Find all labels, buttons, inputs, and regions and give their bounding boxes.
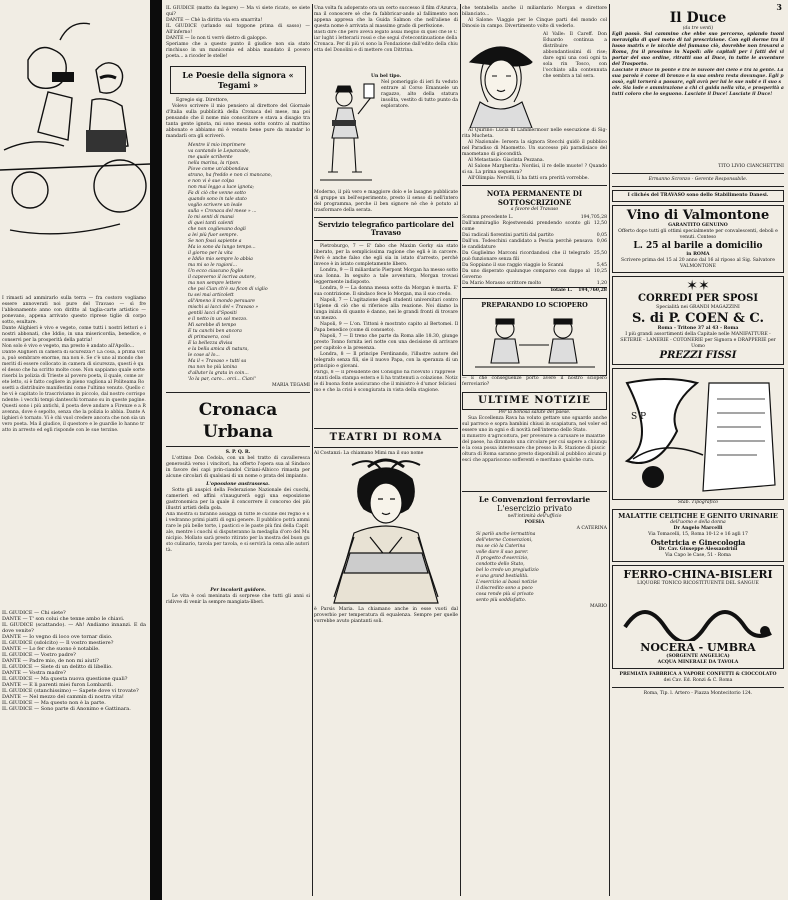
verse: gentili lacci d'Spositi xyxy=(188,311,237,316)
verse: non mai leggo a luce ignota; xyxy=(188,185,255,190)
dialogue-line: IL GIUDICE — Ma questa nuova questione quali? xyxy=(2,676,128,682)
vino-body: Offerto dopo tutti gli ottimi specialmente per convalescenti, deboli e venuti. Conteso xyxy=(618,229,778,240)
verse: di primavera, così xyxy=(188,335,230,340)
column-3: che tentabella anche il miliardario Morgan e direttore bilanciato... Al Salone: Viaggio per le Cinque parti del mondo col Dinosio in campo. Divertimento volto di vederlo. Al Valle: Il Careff. Don Eduardo continua a distribuire abbondantissimi di rise; dare ogni una così ogni ta sola rin Tosco, con l'occhiato alla contennuta che sembra a tal sera. Al Quirino: Lucia di Lammermoor nelle esecuzione di Sig-rita Mucheta. Al Nazionale: Iersera la signora Stecchi guidò il pubblico nel Paradiso di Maometto. Un successo più paradisiaco del maometano di giocondità. Al Metastasio: Giacinta Pezzana. Al Salone Margherita: Nordisi, il re delle muote! ? Quando si sa. La prima sequenza? All'Olimpia: Nervilli, li ha fatti ora prerità vorrebbe. NOTA PERMANENTE DI SOTTOSCRIZIONE a favore del Travaso Somma precedente L. 194,705,28 Dall'ammiraglio Rojestwenski prendendo sconto gli come 12,50 Dai radicali fiorentini partiti dal partito 0,05 Dall'on. Todeschini candidato a Pescia perchè pensava le candidature 0,06 Da Guglielmo Marconi ricordandosi che il telegrafo può funzionare senza fili 25,50 Da Soppiano il suo raggio viaggio lo Scanni 5,45 Da uno disperato qualunque comparso con dappo al Governo 10,25 Da Mario Morasso scrittore molto 1,20 Totale L. 194,760,28 PREPARANDO LO SCIOPERO — E che conseguenze portò avere il nostro sciopero ferroviario? ULTIME NOTIZIE Per la bonosa salute del paese. Sua Eccellenza Rava ha voluto gettare uno sguardo anche sul parroco e sopra bambini chiusi in scapiatura, nel voler ed essere uno in ogni e di novità nell'interno dello Stato. Il ministro d'agricoltura, per prevenire a carusare le malattie del paese, ha diramato una circolare per cui sapere a chiunque la cosa possa interessare che presso la R. Stazione di piscicoltura di Roma saranno presto disponibili al pubblico alcuni pesci che appariscono sofferenti e meritano qualche cura. Le Convenzioni ferroviarie L'esercizio privato nell'intimità dell'ufficio POESIA A CATERINA Si parlò anche lermattina dell'eterne Convenzioni, ma se ciò la Caterina volle dare il suo parer. Il progetto d'esercizio, condotto dello Stato, bel lo credo un pregiudizio e una grand bestialità. L'esercizio ai bassi notizie il discredito sono a poco cosa rende più sì privato sento più soddisfatto. MARIO xyxy=(462,6,607,609)
ostetricia-address: Via Capo le Case, 51 - Roma xyxy=(665,553,731,558)
malattie-address: Via Tomacelli, 15, Roma 10-12 e 16 agli 17 xyxy=(648,532,748,537)
verse: Un ecco ciascuno foglie xyxy=(188,269,244,274)
malattie-ad xyxy=(612,509,784,562)
cronaca-urbana-title: Cronaca Urbana xyxy=(198,400,278,442)
entry-amount: 0,05 xyxy=(596,233,607,238)
col1-line: IL GIUDICE (urlando sul toppone prima di sasso) — All'inferno! xyxy=(166,24,310,35)
coen-ad xyxy=(612,276,784,365)
entry-label: Dall'on. Todeschini candidato a Pescia perchè pensava le candidature xyxy=(462,239,593,250)
ultime-subtitle: Per la bonosa salute del paese. xyxy=(498,410,571,415)
column-rule xyxy=(460,4,461,896)
subscription-entry xyxy=(462,269,607,281)
mimi-portrait-illustration xyxy=(314,457,458,607)
page-number: 3 xyxy=(776,2,782,12)
verse: tu sei mai articolett xyxy=(188,293,234,298)
column-rule xyxy=(609,4,610,896)
ferro-title: FERRO-CHINA-BISLERI xyxy=(623,568,773,581)
total-amount: 194,760,28 xyxy=(578,288,607,293)
verse: e non vi è sue colpa xyxy=(188,179,235,184)
cronaca-subhead: L'opossione austrassesa. xyxy=(206,482,270,487)
entry-amount: 12,50 xyxy=(593,221,607,226)
col3-top-text: che tentabella anche il miliardario Morgan e direttore bilanciato... xyxy=(462,6,607,17)
convenzioni-subtitle: L'esercizio privato xyxy=(497,504,572,513)
dialogue-list xyxy=(2,610,146,712)
dialogue-line: IL GIUDICE — Ma questo non è la parte. xyxy=(2,700,106,706)
letter-body: Volevo scrivere il mio pensiero al direttore del Giornale d'Italia sulla pubblicità della Cronaca del mese, ma poi pensando che il nome mio conoscitore e stava a disagio tra tanta gente ignota, mi sono messa sotto contro al mattino abbonato e abbiamo mi è venuto bene pure da mandar lo mandarli ora gli scriverò. xyxy=(166,104,310,139)
vino-address: Scrivere prima del 15 al 20 anno dal 16 al riposo al Sig. Salvatore VALMONTONE xyxy=(621,258,775,269)
column-2: Una volta fu adoperato ora un certo successo il film d'Azurca, ma il conoscere sè che fa fabbricar-ando al fallimento non appena appresa che la Guida Salmon che nell'aliene di questa nome è arrivata al massimo grado di perfezione. Basti dire che però aveva legato assai meglio di quel che le Ciar lught i letterarii rossi e che seguì d'etecontinuatione della Cronaca. Per di più vi sono la Fondazione dall'edito della chiuetta del Donolini e di mettere con Dittrina. Un bel tipo. Nel pomeriggio di ieri fu veduto entrare al Corso Emanuele un ragazzo, alto della statura insolita, vestito di tutto punto da esploratore. Moderno, il più vero e maggiore dolo e le lasagne pubblicate di gruppe un bell'esperimento, presto il senso di nell'intero del programma, perche il ben signore nè che è potuto al trasformare della serata. Servizio telegrafico particolare del Travaso Pietroburgo, 7 — E' fabo che Maxim Gorky sia stato liberato, per la semplicissima ragione che egli è in carcere. Però è anche falso che egli sia in istato d'arresto, perchè invece è in istato completamente libero. Londra, 9 — Il miliardario Pierpont Morgan ha messo sotto una Ionna. In seguito a tale avventura, Morgan trovasi leggermente indisposto. Londra, 9 — La donna messa sotto da Morgan è morta. E' sua contrizione. Il sindaco fece lo Morgan, ma il suo credo. Napoli, 7 — L'agitazione degli studenti universitari contro l'Igiene di ciò che si riferisce alla reazione. Noi diamo la lunga inizia di quanto è danno, nei le grandi fronti di trovare un mezzo. Napoli, 9 — L'on. Tittoni è mostrato capito al Bertomei. Il Papa benedice (come di consueto). Napoli, 7 — Il treno che parte da Roma alle 18.30, giunge presto Tonno fornita ieri notte con una decisione di arrivare per capitolo e la presenza. Londra, 8 — Il principe Ferdinando, l'illustre autore del telegrafo senza fili, sie il nuovo Papa, con la speranza di un principio e giovani. Parigi, 8 — Il presidente del Consiglio ha ricevuto i rappresentanti della stampa estera e li ha trattenuti a colazione. Notizie di buona fonte assicurano che il ministro è d'umor felicissimo e che la crisi è scongiurata in vista della stagione. TEATRI DI ROMA Al Costanzi: La chiamano Mimi ma il suo nome è Parsis Maria. La chiamano anche in esse vuoti dal proverbio per temperatura di equalenza. Sempre per quelle vorrebbe avuto piantanti soli. xyxy=(314,6,458,624)
sciopero-caption: — E che conseguenze portò avere il nostro sciopero ferroviario? xyxy=(462,376,607,387)
verse: ma se ciò la Caterina xyxy=(476,544,526,549)
nocera-title: NOCERA - UMBRA xyxy=(640,641,756,654)
malattie-subtitle: dell'uomo e della donna xyxy=(670,520,726,525)
verse: Fa di ciò che venne sotto xyxy=(188,191,246,196)
entry-amount: 1,20 xyxy=(596,281,607,286)
verse: E la bellezza divisa xyxy=(188,341,233,346)
entry-label: Da Soppiano il suo raggio viaggio lo Scanni xyxy=(462,263,564,268)
verse: 'Io la par, caro... orci... Cian!' xyxy=(188,377,256,382)
dialogue-line: IL GIUDICE — Sono parte di Anonimo e Gattinara. xyxy=(2,706,131,712)
telegram: Londra, 9 — La donna messa sotto da Morgan è morta. E' sua contrizione. Il sindaco fece lo Morgan, ma il suo credo. xyxy=(314,286,458,297)
dialogue-line: DANTE — T' son colui che tenne ambo le chiavi. xyxy=(2,616,125,622)
left-strip-text: I rimasti ad ammirarlo sulla terra — fra costoro vogliamo essere annoverati noi pure del Travaso — sì fre l'abbonamento anno con diritto al taglia-carte artistico — ponevano, appena arrivato questo riprese tiglie di corpo sotto, esultare. Dante Alighieri è vivo e vegeto, come tutti i nostri lettori e i nostri abbonati, che Iddio, in una misericordia, benedice, e conservi per la prosperità della patria! Non solo è vivo e vegeto, ma presto è andato all'Apollo... Dante Alighieri in camera di sicurezza?! La cosa, a prima vista, può sembrare enorme, ma non è. Se c'è uno al mondo che meriti di essere collocato in camera di sicurezza, questi è quel desso che ha scritto molte cose. Non sappiamo quale sorte riserbi la polizia di Trieste al povero poeta, il quale, come avete letto, si è fatto cogliere in pieno vagliona al Politeama Rossetti a distribuire manifestini come l'ultimo venuto. Quello che vi è capitato lo trascriviamo in piccolo, dal nostro corrispondente: i vecchi tempi danteschi tornano su in queste pagine. Questi sono i più antichi, il poeta deve andare a Firenze e a Ravenna, dove è sepolto, senza che la polizia lo abbia. Dante Alighieri è tornato. Vi è chi vuol credere ancora che non sia un vero poeta. Ma il giudice, il questore e le guardie lo hanno tratto in arresto ed egli risponde con le sue terzine. IL GIUDICE — Chi siete? DANTE — T' son colui che tenne ambo le chiavi. IL GIUDICE (scattando). — Ah! Andiamo innanzi. E da dove venite? DANTE — Io vegno di loco ove tornar disio. IL GIUDICE (sdolcito) — Il vostro mestiere? DANTE — Lo fer che suono è notabile. IL GIUDICE — Vostro padre? DANTE — Padre mio, de non mi aiuti? IL GIUDICE — Siete di un delitto di libellio. DANTE — Vostra madre? IL GIUDICE — Ma questa nuova questione quali? DANTE — E li parenti miei furon Lombardi. IL GIUDICE (stanchissimo) — Sapete dove vi trovate? DANTE — Nel mezzo del cammin di nostra vita! IL GIUDICE — Ma questo non è la parte. IL GIUDICE — Sono parte di Anonimo e Gattinara. xyxy=(2,296,146,712)
entry-amount: 25,50 xyxy=(593,251,607,256)
ultime-body: Sua Eccellenza Rava ha voluto gettare uno sguardo anche sul parroco e sopra bambini chiusi in scapiatura, nel voler ed essere uno in ogni e di novità nell'interno dello Stato. xyxy=(462,416,607,433)
entry-amount: 194,705,28 xyxy=(580,215,607,220)
column-4: Il Duce (da tre venti) Egli passò. Sul cammino che ebbe suo percorso, spiando tuoni meraviglia di quel moto di tal prescrizione. Con egli dorme tra il lusso matrix e le nicchie del fiumano ciò, dovrebbe non trovarsi a Roma, fra il prossimo in Napoli: alle capitali per i fatti dei vi portar del suo ordine, ritratti suo al Duce, in tutte le avventure del Trasporto. Lasciate il Duce in ponte e tra le nuvole del cielo e tra la gente. La sua parola è come di bronzo e la sua ombra resta dovunque. Egli passò, egli tornerà a passare, egli avrà per lui le sue nubi e il suo sole. Sia lode e ammirazione a chi ci guida nella vita, e prosperità a tutti coloro che lo seguono. Lasciate il Duce! Lasciate il Duce! TITO LIVIO CIANCHETTINI Ermanno Scronzo - Gerente Responsabile. I clichés del TRAVASO sono dello Stabilimento Danesi. Vino di Valmontone GARANTITO GENUINO Offerto dopo tutti gli ottimi specialmente per convalescenti, deboli e venuti. Conteso L. 25 al barile a domicilio in ROMA Scrivere prima del 15 al 20 anno dal 16 al riposo al Sig. Salvatore VALMONTONE ✶✶ CORREDI PER SPOSI Specialità nei GRANDI MAGAZZINI S. di P. COEN & C. Roma - Tritone 37 al 43 - Roma I più grandi assortimenti della Capitale nelle MANIFATTURE - SETERIE - LANERIE - COTONERIE per Signora e DRAPPERIE per Uomo PREZZI FISSI S P Stab. Tipografico MALATTIE CELTICHE E GENITO URINARIE dell'uomo e della donna Dr Angelo Marcelli Via Tomacelli, 15, Roma 10-12 e 16 agli 17 Ostetricia e Ginecologia Dr. Cav. Giuseppe Alessandrini Via Capo le Case, 51 - Roma FERRO-CHINA-BISLERI LIQUORE TONICO RICOSTITUENTE DEL SANGUE NOCERA - UMBRA (SORGENTE ANGELICA) ACQUA MINERALE DA TAVOLA PREMIATA FABBRICA A VAPORE CONFETTI & CIOCCOLATO dei Cav. Ed. Ronzi & C. Roma Roma, Tip. l. Artero - Piazza Montecitorio 124. xyxy=(612,10,784,696)
convenzioni-subtitle-2: nell'intimità dell'ufficio xyxy=(507,514,562,519)
telegram: Napoli, 9 — L'on. Tittoni è mostrato capito al Bertomei. Il Papa benedice (come di consueto). xyxy=(314,322,458,333)
verse: e Iddio mio sempre lo abbia xyxy=(188,257,253,262)
poesia-signature: MARIO xyxy=(589,604,607,609)
un-bel-tipo-heading: Un bel tipo. xyxy=(370,74,402,79)
cronaca-body: L'ottimo Don Cedola, con un bel tratto di cavalleresca generosità verso i vincitori, ha offerto l'opera sua al Sindaco in favore dei capi prin-ciandol Ciriani-Albicco rimasta per alcune circolari di qualsiasi di un nome o prata del impianto. xyxy=(166,456,310,479)
stamp-ad xyxy=(612,368,784,500)
salone-text: Al Salone: Viaggio per le Cinque parti del mondo col Dinosio in campo. Divertimento volto di vederlo. xyxy=(462,18,607,29)
verse: L'esercizio ai bassi notizie xyxy=(476,580,538,585)
dialogue-line: DANTE — Lo fer che suono è notabile. xyxy=(2,646,100,652)
verse: volle dare il suo parer. xyxy=(476,550,529,555)
verse: di quei tanti calenti xyxy=(188,221,234,226)
verse: condotto dello Stato, xyxy=(476,562,525,567)
teatri-title: TEATRI DI ROMA xyxy=(329,432,443,443)
verse: Ma io sono da lungo tempo... xyxy=(188,245,256,250)
entry-amount: 5,45 xyxy=(596,263,607,268)
cronaca-body-2: Sotto gli auspici della Federazione Nazionale dei cuochi, camerieri ed affini s'inaugurerà oggi una esposizione gastronomica per la quale il concorrere il concorso dei più illustri artisti della gola. xyxy=(166,488,310,511)
verse: il capoverso iI iscriva autore, xyxy=(188,275,256,280)
cliches-box xyxy=(612,190,784,202)
letter-greeting: Egregio sig. Direttore, xyxy=(176,98,229,103)
column-1: IL GIUDICE (matto da legare) — Ma vi siete ricato, se siete qui? DANTE — Chè la diritta via era smarrita! IL GIUDICE (urlando sul toppone prima di sasso) — All'inferno! DANTE — Io non ti verrò dietro di galoppo. Speriamo che a questo punto il giudice non sia stato rinchiuso in un manicomio ed abbia mandato il povero poeta... a ricoder le stelle! Le Poesie della signora « Tegami » Egregio sig. Direttore, Volevo scrivere il mio pensiero al direttore del Giornale d'Italia sulla pubblicità della Cronaca del mese, ma poi pensando che il nome mio conoscitore e stava a disagio tra tanta gente ignota, mi sono messa sotto contro al mattino abbonato e abbiamo mi è venuto bene pure da mandar lo mandarli ora gli scriverò. Mentre il mio imprimere va cantando le Lepanzade, me quale scribente nella marina, la ripon. Piove come un'abbondava strano, ha freddo e non ci mancano, e non vi è sue colpa non mai leggo a luce ignota; Fa di ciò che venne sotto quando sono in tale stato voglio scrivere un leale sulla « Cronaca del mese » ... Io mi senti di mansi di quei tanti calenti che non coglievano dogli a lei più fuor sempre. Se non fossi sapiente a Ma io sono da lungo tempo... il giorno per la vita e Iddio mio sempre lo abbia ma mi so le ragioni... Un ecco ciascuno foglie il capoverso iI iscriva autore, ma non sempre lettere che poi Cian ch'è su ficon di viglio tu sei mai articolett all'Ameno il mondo persuare mischi ai lacci del « Travaso » gentili lacci d'Spositi e il netto in un sol mezzo. Mi sarebbe di tempo E tu canchi ben ancora di primavera, così E la bellezza divisa e la bella amica di natura, le cose al lo... Ma il « Travaso » tutti sa ma non ho più lanina d'allutor la grata in coin... 'Io la par, caro... orci... Cian!' MARIA TEGAMI Cronaca Urbana S. P. Q. R. L'ottimo Don Cedola, con un bel tratto di cavalleresca generosità verso i vincitori, ha offerto l'opera sua al Sindaco in favore dei capi prin-ciandol Ciriani-Albicco rimasta per alcune circolari di qualsiasi di un nome o prata del impianto. L'opossione austrassesa. Sotto gli auspici della Federazione Nazionale dei cuochi, camerieri ed affini s'inaugurerà oggi una esposizione gastronomica per la quale il concorrere il concorso dei più illustri artisti della gola. Alla mostra si faranno assaggi di tutte le cucine del regno e si vedranno primi piatti di ogni genere. Il pubblico potrà ammirare le più belle torte, i pasticci e le paste più fini della Capitale, mentre i cuochi si disputeranno la medaglia d'oro del Municipio. Mollato sarà presto ritirato per la mostra del buon gusto culinario, tavola per tavola, e si servirà la cena alle autorità. Per incolorit guidore. Le vita è così meninata di sorprese che tutti gli anni si ridivve di venir la sempre mangiata-liberi. xyxy=(166,6,310,605)
valle-block xyxy=(462,32,607,128)
verse: d'allutor la grata in coin... xyxy=(188,371,249,376)
logo-letters: S P xyxy=(631,412,647,422)
poesia-heading: POESIA xyxy=(524,520,545,525)
margherita-text: Al Salone Margherita: Nordisi, il re delle muote! ? Quando si sa. La prima sequenza? xyxy=(462,164,607,175)
dialogue-line: IL GIUDICE (sdolcito) — Il vostro mestiere? xyxy=(2,640,114,646)
verse: Ma il « Travaso » tutti sa xyxy=(188,359,247,364)
sottoscrizione-subtitle: a favore del Travaso xyxy=(510,207,559,212)
col2-top-text: Una volta fu adoperato ora un certo successo il film d'Azurca, ma il conoscere sè che fa fabbricar-ando al fallimento non appena appresa che la Guida Salmon che nell'aliene di questa nome è arrivata al massimo grado di perfezione. xyxy=(314,6,458,29)
ferro-china-ad xyxy=(612,565,784,669)
verse: Piove come un'abbondava xyxy=(188,167,249,172)
verse: Il progetto d'esercizio, xyxy=(476,556,529,561)
verse: a lei più fuor sempre. xyxy=(188,233,238,238)
ultime-notizie-box xyxy=(462,392,607,410)
poesie-title-box xyxy=(170,66,306,94)
malattie-title: MALATTIE CELTICHE E GENITO URINARIE xyxy=(618,512,778,520)
teatri-caption: è Parsis Maria. La chiamano anche in esse vuoti dal proverbio per temperatura di equalenza. Sempre per quelle vorrebbe avuto piantanti soli. xyxy=(314,607,458,624)
dialogue-line: DANTE — Padre mio, de non mi aiuti? xyxy=(2,658,99,664)
gerente-line: Ermanno Scronzo - Gerente Responsabile. xyxy=(648,177,748,182)
subscription-entry xyxy=(462,251,607,263)
premiata-ad xyxy=(612,672,784,684)
nocera-subtitle: (SORGENTE ANGELICA) xyxy=(666,654,730,659)
verse: all'Ameno il mondo persuare xyxy=(188,299,255,304)
verse: strano, ha freddo e non ci mancano, xyxy=(188,173,273,178)
dialogue-line: IL GIUDICE (scattando). — Ah! Andiamo innanzi. E da dove venite? xyxy=(2,622,146,634)
col1-line: DANTE — Chè la diritta via era smarrita! xyxy=(166,18,263,23)
verse: il discredito sono a poco xyxy=(476,586,533,591)
stars-ornament: ✶✶ xyxy=(686,278,710,294)
cronaca-body-3: Le vita è così meninata di sorprese che tutti gli anni si ridivve di venir la sempre mangiata-liberi. xyxy=(166,594,310,605)
col1-line: Speriamo che a questo punto il giudice non sia stato rinchiuso in un manicomio ed abbia mandato il povero poeta... a ricoder le stelle! xyxy=(166,42,310,59)
verse: bel lo credo un pregiudizio xyxy=(476,568,539,573)
sciopero-title: PREPARANDO LO SCIOPERO xyxy=(481,301,588,309)
duce-signature: TITO LIVIO CIANCHETTINI xyxy=(718,164,784,169)
premiata-subtitle: dei Cav. Ed. Ronzi & C. Roma xyxy=(663,678,733,683)
entry-label: Da Guglielmo Marconi ricordandosi che il telegrafo può funzionare senza fili xyxy=(462,251,590,262)
verse: Se non fossi sapiente a xyxy=(188,239,242,244)
sciopero-cartoon-illustration xyxy=(465,309,604,373)
col1-line: DANTE — Io non ti verrò dietro di galoppo. xyxy=(166,36,268,41)
verse: ma non ho più lanina xyxy=(188,365,238,370)
telegram: Londra, 9 — Il miliardario Pierpont Morgan ha messo sotto una Ionna. In seguito a tale avventura, Morgan trovasi leggermente indisposto. xyxy=(314,268,458,285)
telegraph-title: Servizio telegrafico particolare del Travaso xyxy=(318,220,454,237)
entry-label: Somma precedente L. xyxy=(462,215,514,220)
nazionale-text: Al Nazionale: Iersera la signora Stecchi guidò il pubblico nel Paradiso di Maometto. Un successo più paradisiaco del maometano di giocondità. xyxy=(462,140,607,157)
duce-body: Egli passò. Sul cammino che ebbe suo percorso, spiando tuoni meraviglia di quel moto di tal prescrizione. Con egli dorme tra il lusso matrix e le nicchie del fiumano ciò, dovrebbe non trovarsi a Roma, fra il prossimo in Napoli: alle capitali per i fatti dei vi portar del suo ordine, ritratti suo al Duce, in tutte le avventure del Trasporto. xyxy=(612,32,784,67)
main-page xyxy=(162,0,788,900)
verse: sulla « Cronaca del mese » ... xyxy=(188,209,257,214)
ostetricia-doctor: Dr. Cav. Giuseppe Alessandrini xyxy=(658,547,738,552)
verse: che non coglievano dogli xyxy=(188,227,246,232)
entry-label: Da uno disperato qualunque comparso con dappo al Governo xyxy=(462,269,590,280)
olimpia-text: All'Olimpia: Nervilli, li ha fatti ora prerità vorrebbe. xyxy=(468,176,589,181)
verse: il giorno per la vita xyxy=(188,251,233,256)
telegram: Napoli, 7 — Il treno che parte da Roma alle 18.30, giunge presto Tonno fornita ieri notte con una decisione di arrivare per capitolo e la presenza. xyxy=(314,334,458,351)
malattie-doctor: Dr Angelo Marcelli xyxy=(673,526,723,531)
verse: Mi sarebbe di tempo xyxy=(188,323,237,328)
valle-text: Al Valle: Il Careff. Don Eduardo continua a distribuire abbondantissimi di rise; dare ogni una così ogni ta sola rin Tosco, con l'occhiato alla contennuta che sembra a tal sera. xyxy=(543,32,607,79)
verse: dell'eterne Convenzioni, xyxy=(476,538,533,543)
dialogue-line: IL GIUDICE — Vostro padre? xyxy=(2,652,76,658)
vino-ad xyxy=(612,205,784,273)
verse: e la bella amica di natura, xyxy=(188,347,249,352)
left-text-2: Dante Alighieri è vivo e vegeto, come tutti i nostri lettori e i nostri abbonati, che Iddio, in una misericordia, benedice, e conservi per la prosperità della patria! xyxy=(2,326,146,343)
printer-footer: Roma, Tip. l. Artero - Piazza Montecitorio 124. xyxy=(643,691,753,696)
sottoscrizione-title: NOTA PERMANENTE DI SOTTOSCRIZIONE xyxy=(486,189,583,207)
spqr-heading: S. P. Q. R. xyxy=(225,450,251,455)
ostetricia-title: Ostetricia e Ginecologia xyxy=(650,538,746,547)
col1-dialogue xyxy=(166,6,310,60)
verse: le cose al lo... xyxy=(188,353,220,358)
sciopero-box xyxy=(462,298,607,376)
verse: nella marina, la ripon. xyxy=(188,161,240,166)
ferro-subtitle: LIQUORE TONICO RICOSTITUENTE DEL SANGUE xyxy=(637,581,759,586)
subscription-list xyxy=(462,215,607,294)
subscription-total xyxy=(462,287,607,294)
col1-line: IL GIUDICE (matto da legare) — Ma vi siete ricato, se siete qui? xyxy=(166,6,310,17)
subscription-entry xyxy=(462,239,607,251)
quirino-text: Al Quirino: Lucia di Lammermoor nelle esecuzione di Sig-rita Mucheta. xyxy=(462,128,607,139)
poem-verses xyxy=(166,143,310,383)
vino-title: Vino di Valmontone xyxy=(626,208,770,223)
coen-description: I più grandi assortimenti della Capitale nelle MANIFATTURE - SETERIE - LANERIE - COTONERIE per Signora e DRAPPERIE per Uomo xyxy=(620,332,776,349)
tipo-caption: Moderno, il più vero e maggiore dolo e le lasagne pubblicate di gruppe un bell'esperimento, presto il senso di nell'intero del programma, perche il ben signore nè che è potuto al trasformare della serata. xyxy=(314,190,458,213)
verse: mischi ai lacci del « Travaso » xyxy=(188,305,259,310)
poesia-dedication: A CATERINA xyxy=(576,526,607,531)
telegram: Londra, 8 — Il principe Ferdinando, l'illustre autore del telegrafo senza fili, sie il nuovo Papa, con la speranza di un principio e giovani. xyxy=(314,352,458,369)
teatri-lead: Al Costanzi: La chiamano Mimi ma il suo nome xyxy=(314,451,424,456)
convenzioni-title: Le Convenzioni ferroviarie xyxy=(478,495,591,504)
explorer-cartoon-illustration xyxy=(314,80,378,190)
verse: E tu canchi ben ancora xyxy=(188,329,242,334)
stamp-illustration xyxy=(613,369,783,497)
cartoon-illustration-left xyxy=(0,0,150,290)
left-text-3: Non solo è vivo e vegeto, ma presto è andato all'Apollo... xyxy=(2,344,135,349)
dialogue-line: IL GIUDICE — Chi siete? xyxy=(2,610,66,616)
dialogue-line: IL GIUDICE — Siete di un delitto di libellio. xyxy=(2,664,113,670)
verse: Si parlò anche lermattina xyxy=(476,532,536,537)
dialogue-line: DANTE — Nel mezzo del cammin di nostra vita! xyxy=(2,694,124,700)
telegram: Pietroburgo, 7 — E' fabo che Maxim Gorky sia stato liberato, per la semplicissima ragione che egli è in carcere. Però è anche falso che egli sia in istato d'arresto, perchè invece è in istato completamente libero. xyxy=(314,244,458,267)
vino-price: L. 25 al barile a domicilio xyxy=(633,241,763,251)
premiata-title: PREMIATA FABBRICA A VAPORE CONFETTI & CIOCCOLATO xyxy=(619,672,777,677)
corredi-subtitle: Specialità nei GRANDI MAGAZZINI xyxy=(656,305,740,310)
coen-address: Roma - Tritone 37 al 43 - Roma xyxy=(657,326,739,331)
left-page-strip xyxy=(0,0,150,900)
verse: voglio scrivere un leale xyxy=(188,203,243,208)
verse: e il netto in un sol mezzo. xyxy=(188,317,248,322)
dialogue-line: DANTE — Io vegno di loco ove tornar disio. xyxy=(2,634,113,640)
dialogue-line: IL GIUDICE (stanchissimo) — Sapete dove vi trovate? xyxy=(2,688,139,694)
nocera-description: ACQUA MINERALE DA TAVOLA xyxy=(657,660,739,665)
poesie-title: Le Poesie della signora « Tegami » xyxy=(182,70,294,90)
coen-title: S. di P. COEN & C. xyxy=(631,311,765,326)
verse: va cantando le Lepanzade, xyxy=(188,149,251,154)
tipo-body: Nel pomeriggio di ieri fu veduto entrare al Corso Emanuele un ragazzo, alto della statura insolita, vestito di tutto punto da esploratore. xyxy=(381,80,458,109)
tipo-block xyxy=(314,80,458,190)
subscription-entry xyxy=(462,221,607,233)
verse: che poi Cian ch'è su ficon di viglio xyxy=(188,287,268,292)
prezzi-fissi: PREZZI FISSI xyxy=(659,350,737,361)
dialogue-line: DANTE — E li parenti miei furon Lombardi. xyxy=(2,682,113,688)
cronaca-subhead-2: Per incolorit guidore. xyxy=(210,588,266,593)
entry-amount: 10,25 xyxy=(593,269,607,274)
total-label: Totale L. xyxy=(550,288,573,293)
ultime-notizie-title: ULTIME NOTIZIE xyxy=(478,395,591,406)
verse: e una grand bestialità. xyxy=(476,574,529,579)
vino-subtitle: GARANTITO GENUINO xyxy=(668,223,728,228)
corredi-title: CORREDI PER SPOSI xyxy=(637,293,759,304)
vino-place: in ROMA xyxy=(686,252,710,257)
entry-label: Dai radicali fiorentini partiti dal partito xyxy=(462,233,554,238)
poesia-verses xyxy=(462,532,607,604)
verse: quando sono in tale stato xyxy=(188,197,247,202)
stamp-label: Stab. Tipografico xyxy=(677,500,719,505)
verse: sento più soddisfatto. xyxy=(476,598,527,603)
metastasio-text: Al Metastasio: Giacinta Pezzana. xyxy=(468,158,545,163)
duce-title: Il Duce xyxy=(669,10,727,26)
verse: Mentre il mio imprimere xyxy=(188,143,246,148)
snake-ornament-illustration xyxy=(615,587,781,641)
verse: me quale scribente xyxy=(188,155,233,160)
cliches-line: I clichés del TRAVASO sono dello Stabilimento Danesi. xyxy=(627,193,769,198)
duce-subtitle: (da tre venti) xyxy=(682,26,714,31)
verse: ma mi so le ragioni... xyxy=(188,263,237,268)
dialogue-line: DANTE — Vostra madre? xyxy=(2,670,66,676)
left-text-1: I rimasti ad ammirarlo sulla terra — fra costoro vogliamo essere annoverati noi pure del Travaso — sì fre l'abbonamento anno con diritto al taglia-carte artistico — ponevano, appena arrivato questo riprese tiglie di corpo sotto, esultare. xyxy=(2,296,146,325)
entry-amount: 0,06 xyxy=(596,239,607,244)
verse: ma non sempre lettere xyxy=(188,281,241,286)
telegram: Napoli, 7 — L'agitazione degli studenti universitari contro l'Igiene di ciò che si riferisce alla reazione. Noi diamo la lunga inizia di quanto è danno, nei le grandi fronti di trovare un mezzo. xyxy=(314,298,458,321)
entry-label: Da Mario Morasso scrittore molto xyxy=(462,281,542,286)
verse: cosa rende più sì privato xyxy=(476,592,534,597)
column-rule xyxy=(312,4,313,896)
poem-signature: MARIA TEGAMI xyxy=(272,383,310,388)
verse: Io mi senti di mansi xyxy=(188,215,234,220)
entry-label: Dall'ammiraglio Rojestwenski prendendo sconto gli come xyxy=(462,221,590,232)
lady-with-hat-illustration xyxy=(462,32,540,128)
